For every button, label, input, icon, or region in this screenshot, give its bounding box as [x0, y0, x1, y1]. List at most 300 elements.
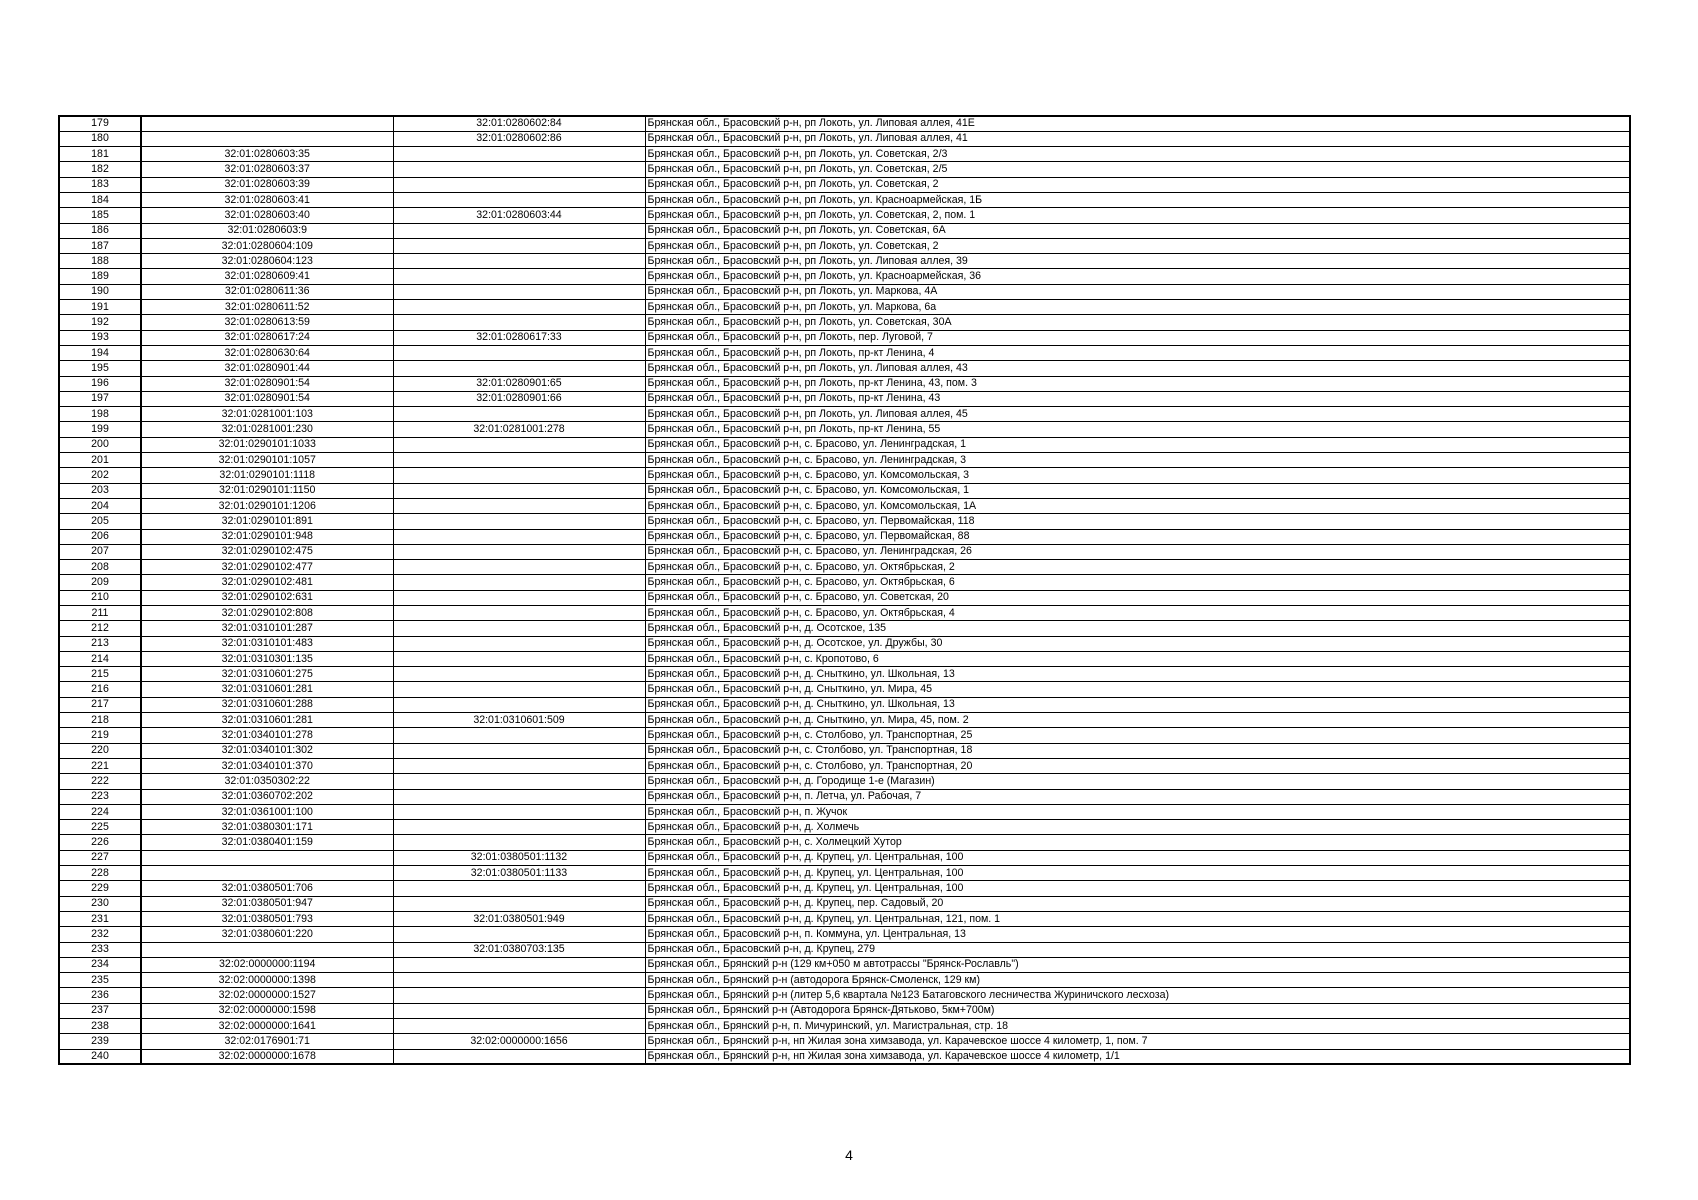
- address-cell: Брянская обл., Брасовский р-н, с. Холмецкий Хутор: [645, 835, 1630, 850]
- related-cadastral-number-cell: [393, 606, 645, 621]
- cadastral-number-cell: 32:01:0280603:35: [141, 147, 393, 162]
- cadastral-number-cell: 32:01:0380601:220: [141, 927, 393, 942]
- related-cadastral-number-cell: [393, 896, 645, 911]
- related-cadastral-number-cell: [393, 636, 645, 651]
- table-row: [59, 529, 1630, 544]
- cadastral-number-cell: 32:01:0290101:1150: [141, 483, 393, 498]
- related-cadastral-number-cell: [393, 957, 645, 972]
- address-cell: Брянская обл., Брасовский р-н, д. Сныткино, ул. Школьная, 13: [645, 697, 1630, 712]
- related-cadastral-number-cell: [393, 345, 645, 360]
- related-cadastral-number-cell: [393, 468, 645, 483]
- related-cadastral-number-cell: 32:01:0380703:135: [393, 942, 645, 957]
- table-row: [59, 483, 1630, 498]
- table-row: [59, 758, 1630, 773]
- table-row: [59, 1034, 1630, 1049]
- address-cell: Брянская обл., Брасовский р-н, с. Брасово, ул. Советская, 20: [645, 590, 1630, 605]
- cadastral-number-cell: 32:02:0000000:1678: [141, 1049, 393, 1064]
- address-cell: Брянская обл., Брасовский р-н, д. Осотское, ул. Дружбы, 30: [645, 636, 1630, 651]
- related-cadastral-number-cell: [393, 697, 645, 712]
- cadastral-number-cell: 32:01:0380501:947: [141, 896, 393, 911]
- table-row: [59, 590, 1630, 605]
- table-row: [59, 330, 1630, 345]
- row-number-cell: 194: [59, 345, 141, 360]
- cadastral-number-cell: 32:01:0380501:793: [141, 911, 393, 926]
- table-row: [59, 850, 1630, 865]
- table-row: [59, 988, 1630, 1003]
- cadastral-number-cell: 32:01:0290102:475: [141, 544, 393, 559]
- related-cadastral-number-cell: 32:02:0000000:1656: [393, 1034, 645, 1049]
- table-row: [59, 575, 1630, 590]
- row-number-cell: 230: [59, 896, 141, 911]
- related-cadastral-number-cell: [393, 437, 645, 452]
- row-number-cell: 181: [59, 147, 141, 162]
- address-cell: Брянская обл., Брасовский р-н, с. Брасово, ул. Октябрьская, 4: [645, 606, 1630, 621]
- row-number-cell: 184: [59, 192, 141, 207]
- address-cell: Брянская обл., Брянский р-н, нп Жилая зона химзавода, ул. Карачевское шоссе 4 километр, 1, пом. 7: [645, 1034, 1630, 1049]
- table-row: [59, 728, 1630, 743]
- related-cadastral-number-cell: [393, 682, 645, 697]
- table-row: [59, 238, 1630, 253]
- cadastral-number-cell: 32:01:0280604:109: [141, 238, 393, 253]
- cadastral-number-cell: [141, 850, 393, 865]
- row-number-cell: 225: [59, 820, 141, 835]
- address-cell: Брянская обл., Брасовский р-н, рп Локоть, ул. Советская, 2: [645, 177, 1630, 192]
- table-row: [59, 498, 1630, 513]
- row-number-cell: 186: [59, 223, 141, 238]
- cadastral-number-cell: 32:01:0280603:39: [141, 177, 393, 192]
- related-cadastral-number-cell: 32:01:0280603:44: [393, 208, 645, 223]
- row-number-cell: 223: [59, 789, 141, 804]
- row-number-cell: 182: [59, 162, 141, 177]
- cadastral-number-cell: 32:01:0310101:483: [141, 636, 393, 651]
- address-cell: Брянская обл., Брасовский р-н, рп Локоть, ул. Красноармейская, 36: [645, 269, 1630, 284]
- related-cadastral-number-cell: 32:01:0280617:33: [393, 330, 645, 345]
- cadastral-number-cell: 32:01:0290101:1057: [141, 453, 393, 468]
- related-cadastral-number-cell: 32:01:0280901:66: [393, 391, 645, 406]
- row-number-cell: 234: [59, 957, 141, 972]
- cadastral-number-cell: 32:01:0280613:59: [141, 315, 393, 330]
- related-cadastral-number-cell: [393, 147, 645, 162]
- row-number-cell: 198: [59, 407, 141, 422]
- table-row: [59, 453, 1630, 468]
- related-cadastral-number-cell: 32:01:0380501:949: [393, 911, 645, 926]
- cadastral-number-cell: 32:01:0281001:103: [141, 407, 393, 422]
- related-cadastral-number-cell: 32:01:0280602:86: [393, 131, 645, 146]
- address-cell: Брянская обл., Брасовский р-н, рп Локоть, ул. Маркова, 4А: [645, 284, 1630, 299]
- related-cadastral-number-cell: [393, 529, 645, 544]
- table-row: [59, 177, 1630, 192]
- related-cadastral-number-cell: 32:01:0281001:278: [393, 422, 645, 437]
- row-number-cell: 202: [59, 468, 141, 483]
- address-cell: Брянская обл., Брасовский р-н, рп Локоть, ул. Советская, 2/5: [645, 162, 1630, 177]
- address-cell: Брянская обл., Брасовский р-н, рп Локоть, пер. Луговой, 7: [645, 330, 1630, 345]
- related-cadastral-number-cell: 32:01:0280901:65: [393, 376, 645, 391]
- table-row: [59, 743, 1630, 758]
- cadastral-number-cell: 32:01:0290102:808: [141, 606, 393, 621]
- row-number-cell: 235: [59, 973, 141, 988]
- cadastral-number-cell: 32:02:0000000:1527: [141, 988, 393, 1003]
- row-number-cell: 220: [59, 743, 141, 758]
- table-row: [59, 774, 1630, 789]
- related-cadastral-number-cell: [393, 177, 645, 192]
- table-row: [59, 927, 1630, 942]
- table-row: [59, 973, 1630, 988]
- row-number-cell: 192: [59, 315, 141, 330]
- row-number-cell: 180: [59, 131, 141, 146]
- related-cadastral-number-cell: [393, 514, 645, 529]
- row-number-cell: 228: [59, 866, 141, 881]
- cadastral-number-cell: 32:01:0310601:275: [141, 667, 393, 682]
- table-row: [59, 376, 1630, 391]
- row-number-cell: 212: [59, 621, 141, 636]
- address-cell: Брянская обл., Брасовский р-н, рп Локоть, ул. Советская, 2, пом. 1: [645, 208, 1630, 223]
- cadastral-number-cell: 32:01:0340101:302: [141, 743, 393, 758]
- related-cadastral-number-cell: 32:01:0280602:84: [393, 116, 645, 131]
- address-cell: Брянская обл., Брасовский р-н, д. Сныткино, ул. Мира, 45, пом. 2: [645, 713, 1630, 728]
- related-cadastral-number-cell: [393, 453, 645, 468]
- row-number-cell: 196: [59, 376, 141, 391]
- table-row: [59, 789, 1630, 804]
- cadastral-number-cell: 32:01:0340101:370: [141, 758, 393, 773]
- table-row: [59, 1019, 1630, 1034]
- cadastral-number-cell: 32:02:0176901:71: [141, 1034, 393, 1049]
- address-cell: Брянская обл., Брасовский р-н, д. Сныткино, ул. Школьная, 13: [645, 667, 1630, 682]
- related-cadastral-number-cell: [393, 162, 645, 177]
- table-row: [59, 835, 1630, 850]
- related-cadastral-number-cell: [393, 192, 645, 207]
- cadastral-number-cell: 32:01:0380401:159: [141, 835, 393, 850]
- cadastral-number-cell: 32:01:0310601:281: [141, 713, 393, 728]
- related-cadastral-number-cell: 32:01:0380501:1132: [393, 850, 645, 865]
- table-row: [59, 315, 1630, 330]
- table-row: [59, 391, 1630, 406]
- related-cadastral-number-cell: [393, 820, 645, 835]
- cadastral-number-cell: 32:01:0280617:24: [141, 330, 393, 345]
- row-number-cell: 208: [59, 560, 141, 575]
- related-cadastral-number-cell: [393, 300, 645, 315]
- address-cell: Брянская обл., Брянский р-н (Автодорога Брянск-Дятьково, 5км+700м): [645, 1003, 1630, 1018]
- address-cell: Брянская обл., Брасовский р-н, рп Локоть, ул. Липовая аллея, 45: [645, 407, 1630, 422]
- cadastral-number-cell: [141, 942, 393, 957]
- address-cell: Брянская обл., Брянский р-н (литер 5,6 квартала №123 Батаговского лесничества Журиничского лесхоза): [645, 988, 1630, 1003]
- table-row: [59, 345, 1630, 360]
- table-row: [59, 514, 1630, 529]
- related-cadastral-number-cell: [393, 743, 645, 758]
- row-number-cell: 209: [59, 575, 141, 590]
- table-row: [59, 192, 1630, 207]
- table-body: [59, 116, 1630, 1064]
- related-cadastral-number-cell: [393, 728, 645, 743]
- cadastral-number-cell: 32:02:0000000:1398: [141, 973, 393, 988]
- row-number-cell: 197: [59, 391, 141, 406]
- address-cell: Брянская обл., Брасовский р-н, с. Кропотово, 6: [645, 651, 1630, 666]
- cadastral-number-cell: 32:01:0280603:9: [141, 223, 393, 238]
- related-cadastral-number-cell: [393, 988, 645, 1003]
- row-number-cell: 217: [59, 697, 141, 712]
- row-number-cell: 204: [59, 498, 141, 513]
- row-number-cell: 189: [59, 269, 141, 284]
- address-cell: Брянская обл., Брасовский р-н, с. Брасово, ул. Октябрьская, 6: [645, 575, 1630, 590]
- address-cell: Брянская обл., Брасовский р-н, рп Локоть, ул. Липовая аллея, 43: [645, 361, 1630, 376]
- row-number-cell: 236: [59, 988, 141, 1003]
- table-row: [59, 667, 1630, 682]
- row-number-cell: 207: [59, 544, 141, 559]
- address-cell: Брянская обл., Брасовский р-н, рп Локоть, ул. Советская, 6А: [645, 223, 1630, 238]
- row-number-cell: 201: [59, 453, 141, 468]
- table-row: [59, 621, 1630, 636]
- table-row: [59, 866, 1630, 881]
- row-number-cell: 179: [59, 116, 141, 131]
- address-cell: Брянская обл., Брасовский р-н, д. Крупец, ул. Центральная, 100: [645, 881, 1630, 896]
- related-cadastral-number-cell: [393, 804, 645, 819]
- cadastral-number-cell: 32:01:0380501:706: [141, 881, 393, 896]
- related-cadastral-number-cell: [393, 1049, 645, 1064]
- row-number-cell: 191: [59, 300, 141, 315]
- row-number-cell: 211: [59, 606, 141, 621]
- table-row: [59, 147, 1630, 162]
- address-cell: Брянская обл., Брасовский р-н, рп Локоть, пр-кт Ленина, 43: [645, 391, 1630, 406]
- table-row: [59, 269, 1630, 284]
- related-cadastral-number-cell: [393, 269, 645, 284]
- cadastral-number-cell: 32:01:0290102:631: [141, 590, 393, 605]
- row-number-cell: 214: [59, 651, 141, 666]
- related-cadastral-number-cell: [393, 973, 645, 988]
- address-cell: Брянская обл., Брасовский р-н, д. Крупец, ул. Центральная, 121, пом. 1: [645, 911, 1630, 926]
- address-cell: Брянская обл., Брасовский р-н, с. Брасово, ул. Комсомольская, 1А: [645, 498, 1630, 513]
- table-row: [59, 300, 1630, 315]
- address-cell: Брянская обл., Брасовский р-н, д. Крупец, ул. Центральная, 100: [645, 866, 1630, 881]
- table-row: [59, 544, 1630, 559]
- related-cadastral-number-cell: [393, 254, 645, 269]
- page-number: 4: [845, 1147, 853, 1163]
- row-number-cell: 205: [59, 514, 141, 529]
- table-row: [59, 422, 1630, 437]
- related-cadastral-number-cell: [393, 758, 645, 773]
- table-row: [59, 208, 1630, 223]
- address-cell: Брянская обл., Брянский р-н (129 км+050 м автотрассы "Брянск-Рославль"): [645, 957, 1630, 972]
- cadastral-number-cell: [141, 131, 393, 146]
- row-number-cell: 215: [59, 667, 141, 682]
- address-cell: Брянская обл., Брасовский р-н, с. Брасово, ул. Первомайская, 118: [645, 514, 1630, 529]
- row-number-cell: 238: [59, 1019, 141, 1034]
- cadastral-number-cell: 32:01:0280603:40: [141, 208, 393, 223]
- related-cadastral-number-cell: [393, 560, 645, 575]
- table-row: [59, 407, 1630, 422]
- table-row: [59, 254, 1630, 269]
- related-cadastral-number-cell: [393, 621, 645, 636]
- row-number-cell: 239: [59, 1034, 141, 1049]
- address-cell: Брянская обл., Брасовский р-н, рп Локоть, пр-кт Ленина, 4: [645, 345, 1630, 360]
- related-cadastral-number-cell: [393, 361, 645, 376]
- address-cell: Брянская обл., Брасовский р-н, д. Крупец, ул. Центральная, 100: [645, 850, 1630, 865]
- row-number-cell: 199: [59, 422, 141, 437]
- table-row: [59, 682, 1630, 697]
- cadastral-number-cell: 32:02:0000000:1641: [141, 1019, 393, 1034]
- cadastral-number-cell: 32:02:0000000:1194: [141, 957, 393, 972]
- cadastral-number-cell: 32:01:0290101:891: [141, 514, 393, 529]
- address-cell: Брянская обл., Брасовский р-н, д. Крупец, пер. Садовый, 20: [645, 896, 1630, 911]
- address-cell: Брянская обл., Брасовский р-н, п. Летча, ул. Рабочая, 7: [645, 789, 1630, 804]
- table-row: [59, 560, 1630, 575]
- cadastral-number-cell: 32:01:0280611:52: [141, 300, 393, 315]
- address-cell: Брянская обл., Брасовский р-н, с. Брасово, ул. Ленинградская, 1: [645, 437, 1630, 452]
- address-cell: Брянская обл., Брянский р-н (автодорога Брянск-Смоленск, 129 км): [645, 973, 1630, 988]
- table-row: [59, 942, 1630, 957]
- row-number-cell: 188: [59, 254, 141, 269]
- cadastral-number-cell: 32:01:0310101:287: [141, 621, 393, 636]
- address-cell: Брянская обл., Брасовский р-н, с. Столбово, ул. Транспортная, 20: [645, 758, 1630, 773]
- related-cadastral-number-cell: [393, 238, 645, 253]
- related-cadastral-number-cell: [393, 789, 645, 804]
- related-cadastral-number-cell: [393, 590, 645, 605]
- table-row: [59, 636, 1630, 651]
- address-cell: Брянская обл., Брасовский р-н, д. Городище 1-е (Магазин): [645, 774, 1630, 789]
- table-row: [59, 606, 1630, 621]
- cadastral-number-cell: 32:01:0280604:123: [141, 254, 393, 269]
- cadastral-number-cell: 32:01:0280603:37: [141, 162, 393, 177]
- table-row: [59, 881, 1630, 896]
- table-row: [59, 651, 1630, 666]
- address-cell: Брянская обл., Брасовский р-н, рп Локоть, ул. Красноармейская, 1Б: [645, 192, 1630, 207]
- related-cadastral-number-cell: [393, 315, 645, 330]
- cadastral-number-cell: [141, 116, 393, 131]
- table-row: [59, 162, 1630, 177]
- cadastral-number-cell: 32:01:0290101:1033: [141, 437, 393, 452]
- address-cell: Брянская обл., Брасовский р-н, с. Брасово, ул. Первомайская, 88: [645, 529, 1630, 544]
- cadastral-number-cell: 32:01:0380301:171: [141, 820, 393, 835]
- address-cell: Брянская обл., Брасовский р-н, с. Брасово, ул. Ленинградская, 3: [645, 453, 1630, 468]
- related-cadastral-number-cell: [393, 651, 645, 666]
- address-cell: Брянская обл., Брасовский р-н, с. Брасово, ул. Комсомольская, 1: [645, 483, 1630, 498]
- row-number-cell: 203: [59, 483, 141, 498]
- row-number-cell: 185: [59, 208, 141, 223]
- row-number-cell: 206: [59, 529, 141, 544]
- cadastral-number-cell: 32:01:0310601:288: [141, 697, 393, 712]
- related-cadastral-number-cell: [393, 544, 645, 559]
- table-row: [59, 911, 1630, 926]
- table-row: [59, 1003, 1630, 1018]
- related-cadastral-number-cell: [393, 667, 645, 682]
- cadastral-number-cell: 32:01:0280603:41: [141, 192, 393, 207]
- related-cadastral-number-cell: [393, 1003, 645, 1018]
- table-row: [59, 131, 1630, 146]
- address-cell: Брянская обл., Брасовский р-н, с. Столбово, ул. Транспортная, 25: [645, 728, 1630, 743]
- property-register-table: [58, 115, 1631, 1065]
- cadastral-number-cell: 32:01:0290101:948: [141, 529, 393, 544]
- table-row: [59, 957, 1630, 972]
- cadastral-number-cell: [141, 866, 393, 881]
- row-number-cell: 219: [59, 728, 141, 743]
- row-number-cell: 232: [59, 927, 141, 942]
- row-number-cell: 237: [59, 1003, 141, 1018]
- row-number-cell: 227: [59, 850, 141, 865]
- cadastral-number-cell: 32:01:0280901:54: [141, 376, 393, 391]
- related-cadastral-number-cell: 32:01:0380501:1133: [393, 866, 645, 881]
- cadastral-number-cell: 32:01:0280901:44: [141, 361, 393, 376]
- row-number-cell: 218: [59, 713, 141, 728]
- related-cadastral-number-cell: 32:01:0310601:509: [393, 713, 645, 728]
- cadastral-number-cell: 32:01:0280611:36: [141, 284, 393, 299]
- address-cell: Брянская обл., Брасовский р-н, д. Крупец, 279: [645, 942, 1630, 957]
- row-number-cell: 190: [59, 284, 141, 299]
- related-cadastral-number-cell: [393, 881, 645, 896]
- cadastral-number-cell: 32:01:0281001:230: [141, 422, 393, 437]
- address-cell: Брянская обл., Брасовский р-н, д. Холмечь: [645, 820, 1630, 835]
- row-number-cell: 210: [59, 590, 141, 605]
- address-cell: Брянская обл., Брасовский р-н, с. Брасово, ул. Комсомольская, 3: [645, 468, 1630, 483]
- table-row: [59, 697, 1630, 712]
- related-cadastral-number-cell: [393, 223, 645, 238]
- address-cell: Брянская обл., Брасовский р-н, п. Коммуна, ул. Центральная, 13: [645, 927, 1630, 942]
- row-number-cell: 195: [59, 361, 141, 376]
- row-number-cell: 193: [59, 330, 141, 345]
- related-cadastral-number-cell: [393, 407, 645, 422]
- row-number-cell: 222: [59, 774, 141, 789]
- address-cell: Брянская обл., Брасовский р-н, с. Брасово, ул. Ленинградская, 26: [645, 544, 1630, 559]
- cadastral-number-cell: 32:01:0310601:281: [141, 682, 393, 697]
- row-number-cell: 221: [59, 758, 141, 773]
- cadastral-number-cell: 32:01:0290102:481: [141, 575, 393, 590]
- table-row: [59, 896, 1630, 911]
- row-number-cell: 187: [59, 238, 141, 253]
- related-cadastral-number-cell: [393, 483, 645, 498]
- row-number-cell: 213: [59, 636, 141, 651]
- row-number-cell: 183: [59, 177, 141, 192]
- related-cadastral-number-cell: [393, 835, 645, 850]
- related-cadastral-number-cell: [393, 927, 645, 942]
- cadastral-number-cell: 32:01:0361001:100: [141, 804, 393, 819]
- address-cell: Брянская обл., Брасовский р-н, рп Локоть, ул. Липовая аллея, 41: [645, 131, 1630, 146]
- address-cell: Брянская обл., Брянский р-н, нп Жилая зона химзавода, ул. Карачевское шоссе 4 километр, 1/1: [645, 1049, 1630, 1064]
- address-cell: Брянская обл., Брасовский р-н, рп Локоть, ул. Советская, 30А: [645, 315, 1630, 330]
- row-number-cell: 240: [59, 1049, 141, 1064]
- address-cell: Брянская обл., Брасовский р-н, д. Осотское, 135: [645, 621, 1630, 636]
- cadastral-number-cell: 32:01:0280630:64: [141, 345, 393, 360]
- cadastral-number-cell: 32:01:0350302:22: [141, 774, 393, 789]
- table-row: [59, 361, 1630, 376]
- cadastral-number-cell: 32:02:0000000:1598: [141, 1003, 393, 1018]
- address-cell: Брянская обл., Брасовский р-н, с. Столбово, ул. Транспортная, 18: [645, 743, 1630, 758]
- table-row: [59, 804, 1630, 819]
- related-cadastral-number-cell: [393, 774, 645, 789]
- row-number-cell: 200: [59, 437, 141, 452]
- related-cadastral-number-cell: [393, 575, 645, 590]
- table-row: [59, 1049, 1630, 1064]
- address-cell: Брянская обл., Брасовский р-н, п. Жучок: [645, 804, 1630, 819]
- table-row: [59, 284, 1630, 299]
- row-number-cell: 231: [59, 911, 141, 926]
- address-cell: Брянская обл., Брасовский р-н, д. Сныткино, ул. Мира, 45: [645, 682, 1630, 697]
- row-number-cell: 233: [59, 942, 141, 957]
- address-cell: Брянская обл., Брянский р-н, п. Мичуринский, ул. Магистральная, стр. 18: [645, 1019, 1630, 1034]
- address-cell: Брянская обл., Брасовский р-н, рп Локоть, пр-кт Ленина, 43, пом. 3: [645, 376, 1630, 391]
- address-cell: Брянская обл., Брасовский р-н, с. Брасово, ул. Октябрьская, 2: [645, 560, 1630, 575]
- row-number-cell: 224: [59, 804, 141, 819]
- address-cell: Брянская обл., Брасовский р-н, рп Локоть, ул. Липовая аллея, 39: [645, 254, 1630, 269]
- table-row: [59, 713, 1630, 728]
- table-row: [59, 820, 1630, 835]
- address-cell: Брянская обл., Брасовский р-н, рп Локоть, ул. Маркова, 6а: [645, 300, 1630, 315]
- address-cell: Брянская обл., Брасовский р-н, рп Локоть, пр-кт Ленина, 55: [645, 422, 1630, 437]
- row-number-cell: 229: [59, 881, 141, 896]
- row-number-cell: 226: [59, 835, 141, 850]
- cadastral-number-cell: 32:01:0280901:54: [141, 391, 393, 406]
- cadastral-number-cell: 32:01:0290101:1206: [141, 498, 393, 513]
- table-row: [59, 468, 1630, 483]
- cadastral-number-cell: 32:01:0290101:1118: [141, 468, 393, 483]
- related-cadastral-number-cell: [393, 284, 645, 299]
- row-number-cell: 216: [59, 682, 141, 697]
